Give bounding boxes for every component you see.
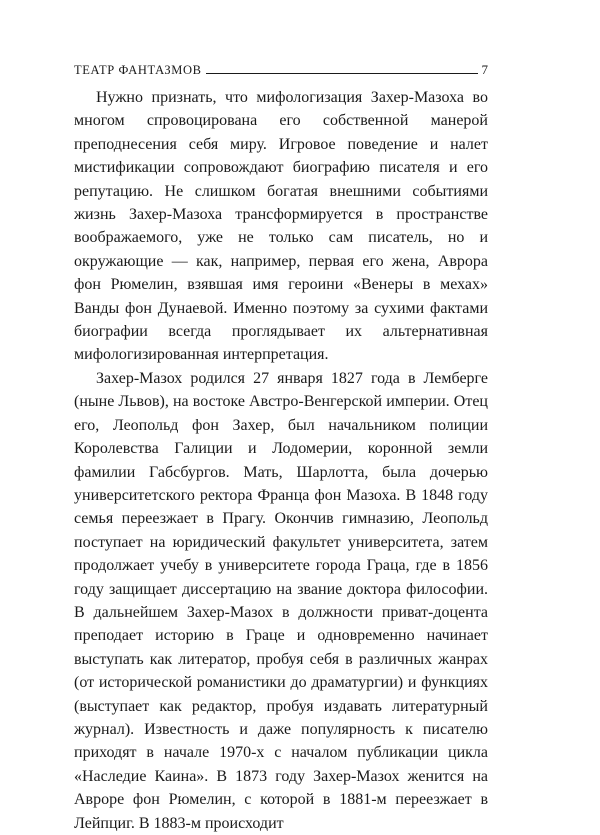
paragraph: Нужно признать, что мифологизация Захер-Мазоха во многом спровоцирована его собственной манерой преподнесения себя миру. Игровое поведение и налет мистификации сопровождают биографию писателя и его репутацию. Не слишком богатая внешними событиями жизнь Захер-Мазоха трансформируется в пространстве воображаемого, уже не только сам писатель, но и окружающие — как, например, первая его жена, Аврора фон Рюмелин, взявшая имя героини «Венеры в мехах» Ванды фон Дунаевой. Именно поэтому за сухими фактами биографии всегда проглядывает их альтернативная мифологизированная интерпретация. (74, 89, 488, 364)
paragraph: Захер-Мазох родился 27 января 1827 года в Лемберге (ныне Львов), на востоке Австро-Венгерской империи. Отец его, Леопольд фон Захер, был начальником полиции Королевства Галиции и Лодомерии, коронной земли фамилии Габсбургов. Мать, Шарлотта, была дочерью университетского ректора Франца фон Мазоха. В 1848 году семья переезжает в Прагу. Окончив гимназию, Леопольд поступает на юридический факультет университета, затем продолжает учебу в университете города Граца, где в 1856 году защищает диссертацию на звание доктора философии. В дальнейшем Захер-Мазох в должности приват-доцента преподает историю в Граце и одновременно начинает выступать как литератор, пробуя себя в различных жанрах (от исторической романистики до драматургии) и функциях (выступает как редактор, пробуя издавать литературный журнал). Известность и даже популярность к писателю приходят в начале 1970-х с началом публикации цикла «Наследие Каина». В 1873 году Захер-Мазох женится на Авроре фон Рюмелин, с которой в 1881-м переезжает в Лейпциг. В 1883-м происходит (74, 369, 488, 832)
book-page (74, 58, 488, 835)
running-head-title: ТЕАТР ФАНТАЗМОВ (74, 62, 202, 77)
running-head-rule (206, 73, 478, 74)
running-head (74, 58, 488, 76)
body-text (74, 86, 488, 835)
page-number: 7 (481, 62, 488, 77)
